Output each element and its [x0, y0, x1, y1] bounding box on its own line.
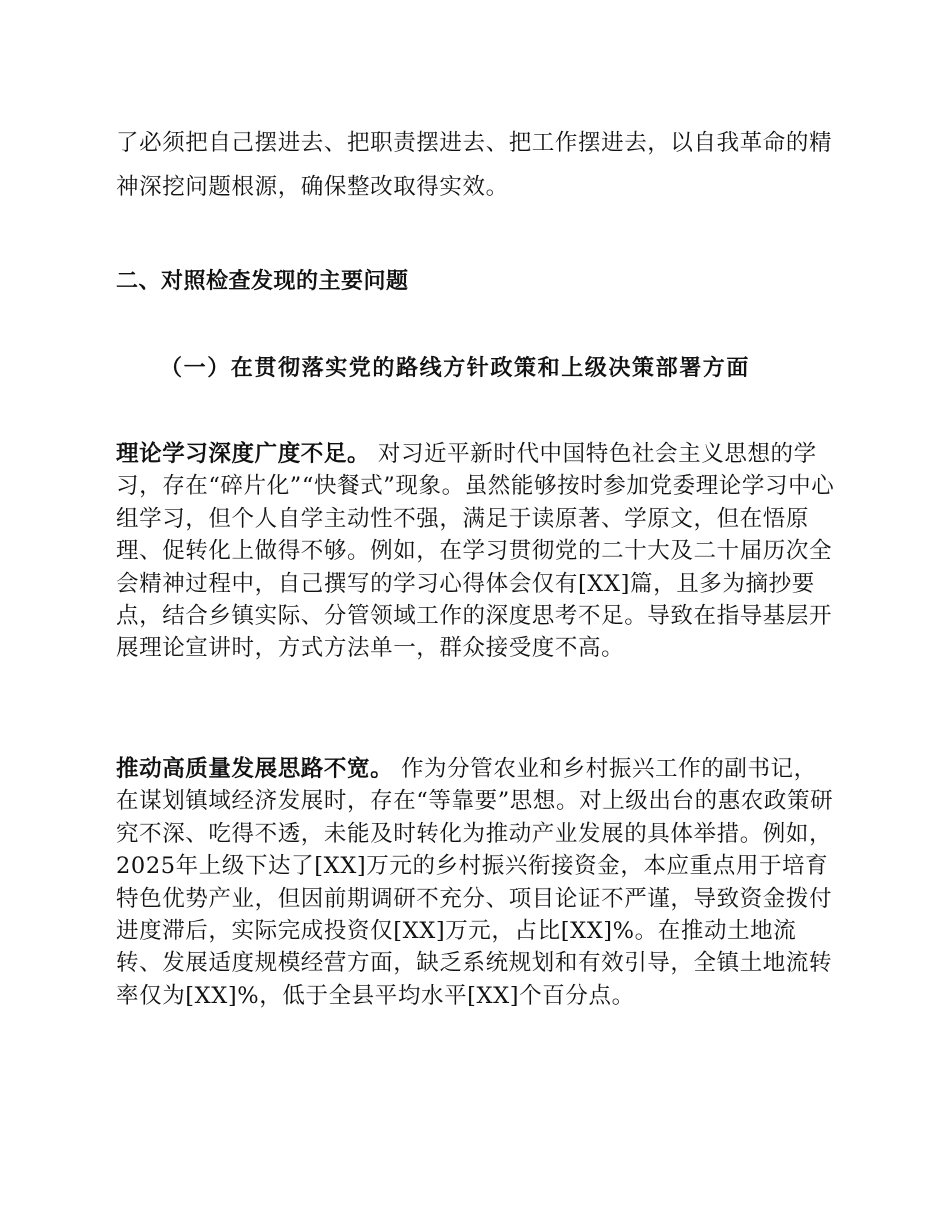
- section-heading: 二、对照检查发现的主要问题: [116, 269, 409, 294]
- paragraph-lead: 推动高质量发展思路不宽。: [116, 756, 394, 782]
- paragraph-body: 作为分管农业和乡村振兴工作的副书记，在谋划镇域经济发展时，存在“等靠要”思想。对上级出台的惠农政策研究不深、吃得不透，未能及时转化为推动产业发展的具体举措。例如，2025年上级下达了[XX]万元的乡村振兴衔接资金，本应重点用于培育特色优势产业，但因前期调研不充分、项目论证不严谨，导致资金拨付进度滞后，实际完成投资仅[XX]万元，占比[XX]%。在推动土地流转、发展适度规模经营方面，缺乏系统规划和有效引导，全镇土地流转率仅为[XX]%，低于全县平均水平[XX]个百分点。: [116, 756, 834, 1009]
- subsection-heading: （一）在贯彻落实党的路线方针政策和上级决策部署方面: [160, 355, 751, 381]
- paragraph-body: 对习近平新时代中国特色社会主义思想的学习，存在“碎片化”“快餐式”现象。虽然能够按时参加党委理论学习中心组学习，但个人自学主动性不强，满足于读原著、学原文，但在悟原理、促转化上做得不够。例如，在学习贯彻党的二十大及二十届历次全会精神过程中，自己撰写的学习心得体会仅有[XX]篇，且多为摘抄要点，结合乡镇实际、分管领域工作的深度思考不足。导致在指导基层开展理论宣讲时，方式方法单一，群众接受度不高。: [116, 441, 835, 662]
- intro-paragraph: 了必须把自己摆进去、把职责摆进去、把工作摆进去，以自我革命的精神深挖问题根源，确保整改取得实效。: [116, 130, 833, 200]
- paragraph-development: [116, 753, 836, 1012]
- paragraph-lead: 理论学习深度广度不足。: [116, 441, 371, 467]
- paragraph-theory-study: [116, 438, 836, 665]
